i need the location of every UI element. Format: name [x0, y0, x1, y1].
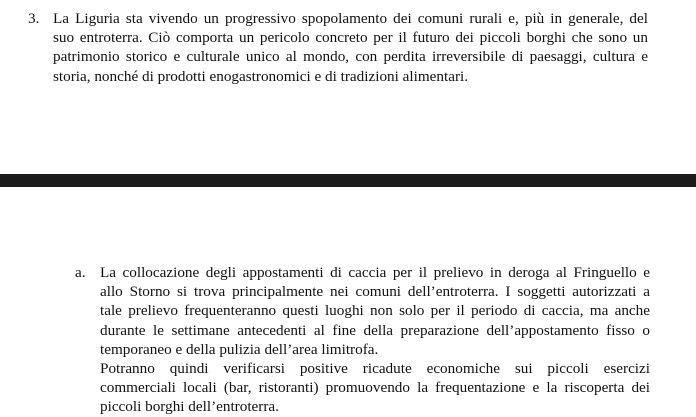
text-line: piccoli borghi dell’entroterra. [100, 398, 279, 416]
list-marker: a. [75, 264, 86, 281]
text-line: allo Storno si trova principalmente nei comuni dell’entroterra. I soggetti autorizzati a [100, 283, 650, 301]
paragraph-text [53, 9, 648, 86]
page-separator [0, 174, 696, 187]
text-line: La collocazione degli appostamenti di caccia per il prelievo in deroga al Fringuello e [100, 264, 650, 281]
text-line: commerciali locali (bar, ristoranti) promuovendo la frequentazione e la riscoperta dei [100, 379, 650, 397]
text-line: storia, nonché di prodotti enogastronomici e di tradizioni alimentari. [53, 67, 469, 85]
list-marker: 3. [28, 10, 40, 27]
text-line: suo entroterra. Ciò comporta un pericolo concreto per il futuro dei piccoli borghi che sono un [53, 29, 648, 47]
text-line: Potranno quindi verificarsi positive ricadute economiche sui piccoli esercizi [100, 360, 650, 378]
text-line: patrimonio storico e culturale unico al mondo, con perdita irreversibile di paesaggi, cultura e [53, 48, 648, 66]
paragraph-text [100, 263, 650, 417]
text-line: tale prelievo frequenteranno questi luoghi non solo per il periodo di caccia, ma anche [100, 302, 650, 320]
text-line: durante le settimane antecedenti al fine della preparazione dell’appostamento fisso o [100, 321, 650, 339]
list-item-a [75, 263, 650, 417]
text-line: La Liguria sta vivendo un progressivo spopolamento dei comuni rurali e, più in generale, del [53, 10, 648, 27]
text-line: temporaneo e della pulizia dell’area limitrofa. [100, 340, 379, 358]
list-item-3 [28, 9, 648, 86]
